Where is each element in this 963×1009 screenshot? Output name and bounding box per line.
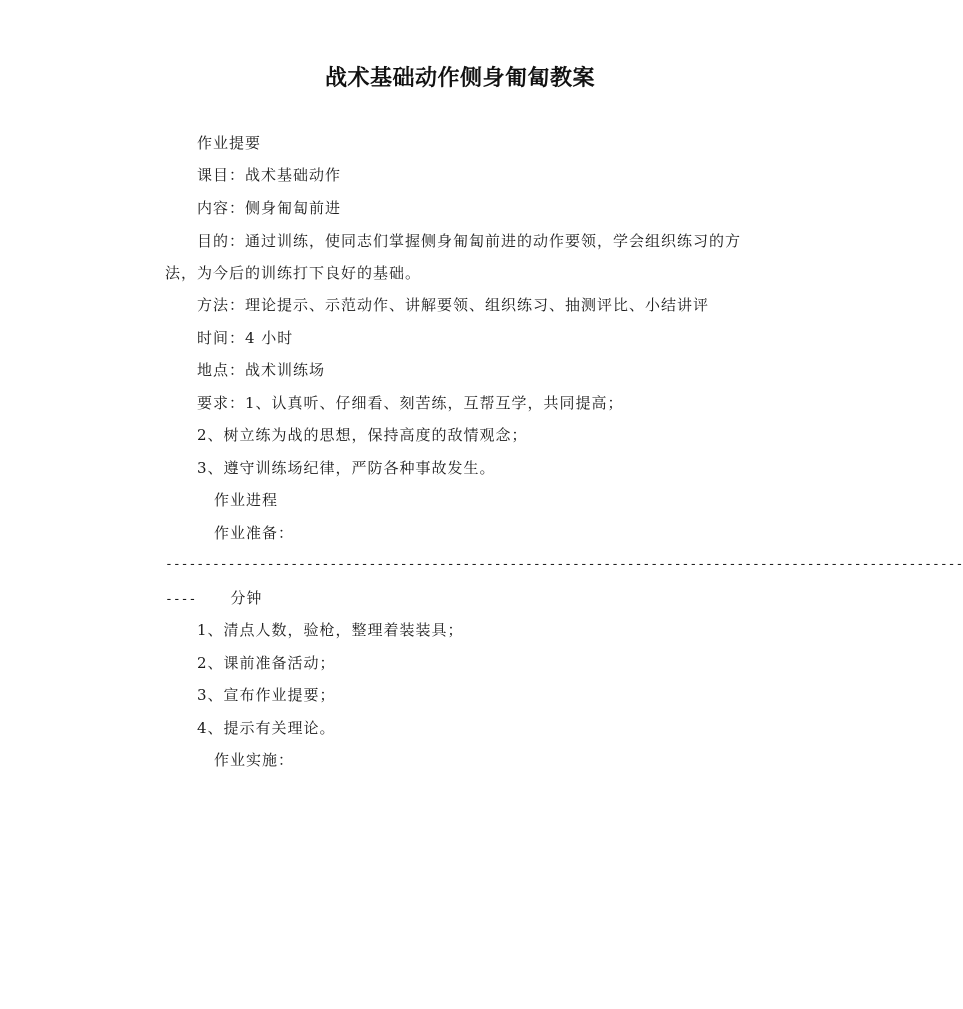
location-line: 地点：战术训练场 [197,361,326,379]
content-line: 内容：侧身匍匐前进 [197,199,342,217]
time-line: 时间：4 小时 [197,329,294,347]
purpose-line: 目的：通过训练，使同志们掌握侧身匍匐前进的动作要领，学会组织练习的方 [197,232,742,250]
prep-item-2: 2、课前准备活动； [197,654,336,672]
method-line: 方法：理论提示、示范动作、讲解要领、组织练习、抽测评比、小结讲评 [197,296,710,314]
document-title: 战术基础动作侧身匍匐教案 [324,66,595,91]
minutes-row [165,586,262,612]
prep-item-4: 4、提示有关理论。 [197,719,336,737]
prep-item-3: 3、宣布作业提要； [197,686,336,704]
separator-tail: ---- [165,592,197,607]
section-heading-progress: 作业进程 [214,491,279,509]
section-heading-implementation: 作业实施： [214,751,295,769]
purpose-line-continued: 法，为今后的训练打下良好的基础。 [165,264,422,282]
section-heading-preparation: 作业准备： [214,524,295,542]
section-heading-overview: 作业提要 [197,134,262,152]
minutes-label: 分钟 [230,589,263,607]
subject-line: 课目：战术基础动作 [197,166,342,184]
requirement-line-2: 2、树立练为战的思想，保持高度的敌情观念； [197,426,528,444]
prep-item-1: 1、清点人数，验枪，整理着装装具； [197,621,464,639]
requirement-line-3: 3、遵守训练场纪律，严防各种事故发生。 [197,459,496,477]
requirement-line-1: 要求：1、认真听、仔细看、刻苦练，互帮互学，共同提高； [197,394,624,412]
separator-line: ------------------------------------------------------------------------------------------------------ [165,557,963,572]
